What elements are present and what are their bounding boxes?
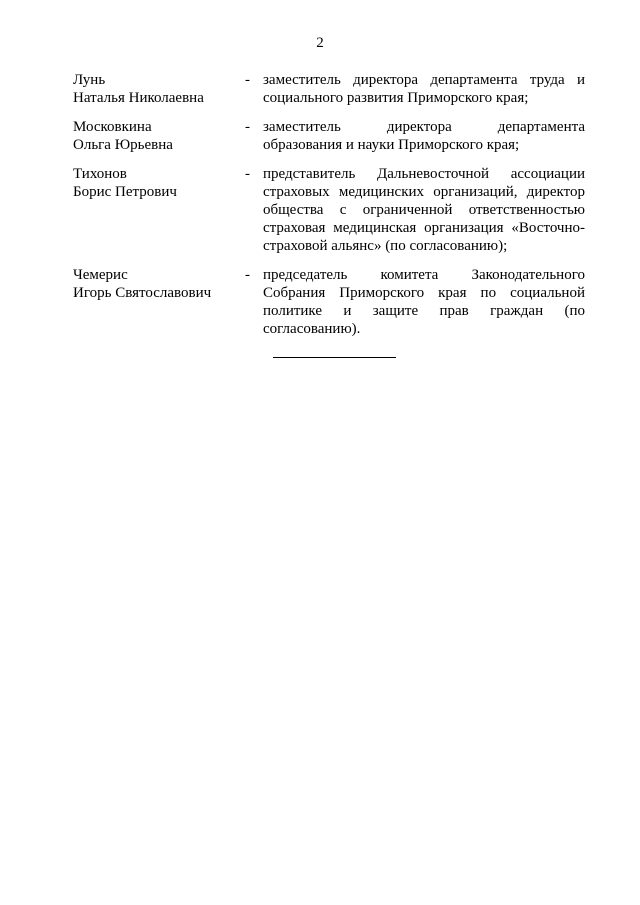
position-line: политике и защите прав граждан (по: [263, 303, 585, 319]
entry-dash: -: [245, 267, 250, 283]
member-position: [263, 165, 585, 255]
member-position: [263, 118, 585, 154]
position-line: страховых медицинских организаций, директор: [263, 184, 585, 200]
member-surname: Чемерис: [73, 267, 128, 283]
member-given-names: Наталья Николаевна: [73, 90, 204, 106]
position-line: согласованию).: [263, 321, 361, 337]
member-name: [73, 165, 245, 201]
member-entry: [73, 118, 585, 154]
member-name: [73, 118, 245, 154]
position-line: образования и науки Приморского края;: [263, 137, 520, 153]
member-list: [73, 71, 585, 349]
position-line: общества с ограниченной ответственностью: [263, 202, 585, 218]
position-line: социального развития Приморского края;: [263, 90, 529, 106]
member-name: [73, 266, 245, 302]
member-position: [263, 71, 585, 107]
entry-dash: -: [245, 166, 250, 182]
position-line: заместитель директора департамента труда и: [263, 72, 585, 88]
member-surname: Московкина: [73, 119, 152, 135]
member-surname: Лунь: [73, 72, 106, 88]
position-line: страховая медицинская организация «Восточно-: [263, 220, 585, 236]
member-name: [73, 71, 245, 107]
member-given-names: Борис Петрович: [73, 184, 177, 200]
member-given-names: Игорь Святославович: [73, 285, 212, 301]
entry-dash: -: [245, 72, 250, 88]
position-line: заместитель директора департамента: [263, 119, 585, 135]
position-line: Собрания Приморского края по социальной: [263, 285, 585, 301]
position-line: страховой альянс» (по согласованию);: [263, 238, 508, 254]
position-line: председатель комитета Законодательного: [263, 267, 585, 283]
member-entry: [73, 165, 585, 255]
member-entry: [73, 266, 585, 338]
end-divider-line: [273, 357, 396, 358]
page-number: 2: [316, 35, 324, 51]
entry-dash: -: [245, 119, 250, 135]
member-entry: [73, 71, 585, 107]
member-position: [263, 266, 585, 338]
member-surname: Тихонов: [73, 166, 127, 182]
position-line: представитель Дальневосточной ассоциации: [263, 166, 585, 182]
member-given-names: Ольга Юрьевна: [73, 137, 173, 153]
